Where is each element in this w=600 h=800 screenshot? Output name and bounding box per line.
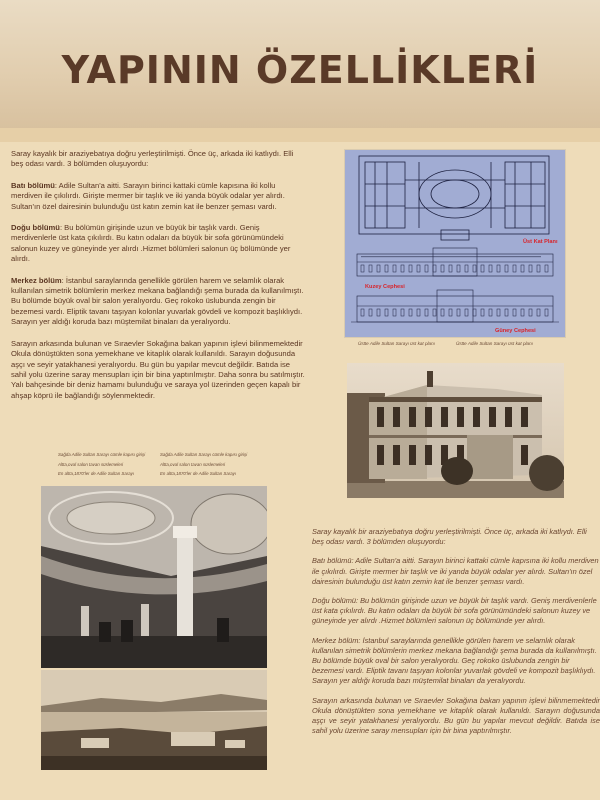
dogu-paragraph — [11, 223, 306, 265]
plan-label-south: Güney Cephesi — [495, 328, 536, 334]
caption-left-line-2: Altta,oval salon tavan süslemeleri — [58, 461, 124, 467]
history-paragraph: Sarayın arkasında bulunan ve Sıraevler Sokağına bakan yapının işlevi bilinmemektedir Okula dönüştükten sona yemekhane ve kitaplık olarak kullanıldı. Sarayın doğusunda aşçı ve seyir yatakhanesi yeralıyordu. Bu gün bu yapılar mevcut değildir. Batıda ise sahil yolu üzerine saray mensupları için bir bina yaptırılmıştır. Daha sonra bu satılmıştır. Yalı bahçesinde bir deniz hamamı bulunduğu ve saraya yol üzerinden geçen kapalı bir ahşap köprü ile bağlandığı söylenmektedir. — [11, 338, 305, 400]
bati-heading: Batı bölümü — [11, 180, 55, 190]
intro-paragraph: Saray kayalık bir araziyebatıya doğru yerleştirilmişti. Önce üç, arkada iki katlıydı. Elli beş odası vardı. 3 bölümden oluşuyordu: — [11, 149, 294, 169]
caption-right-line-1: Sağda Adile Sultan Sarayı cümle kapısı girişi — [160, 452, 248, 457]
floor-plan-drawing — [344, 149, 566, 338]
header-divider — [0, 128, 600, 142]
right-text-column — [312, 527, 600, 745]
right-paragraph-5: Sarayın arkasında bulunan ve Sıraevler Sokağına bakan yapının işlevi bilinmemektedir Okula dönüştükten sona yemekhane ve kitaplık olarak kullanıldı. Sarayın doğusunda aşçı ve seyir yatakhanesi yeralıyordu. Bu gün bu yapılar mevcut değildir. Batıda ise sahil yolu üzerine saray mensupları için bir bina yaptırılmıştır. — [312, 695, 600, 736]
merkez-text: : İstanbul saraylarında genellikle görülen harem ve selamlık olarak kullanılan simetrik bölümlerin merkez mekana bağlandığı şema burada da kullanılmıştı. Bu bölümde büyük oval bir salon yeralıyordu. Geç rokoko üslubunda zengin bir bezemesi vardı. Eliptik tavanı taşıyan kolonlar yuvarlak gövdeli ve kompozit başlıklıydı. Sarayın yer aldığı koruda bazı müştemilat binaları da yeralıyordu. — [11, 275, 304, 327]
photo-caption-left — [58, 450, 145, 479]
caption-left-line-3: En altta,1870'ler de Adile Sultan Sarayı — [58, 471, 135, 476]
merkez-heading: Merkez bölüm — [11, 275, 62, 285]
bati-text: : Adile Sultan'a aitti. Sarayın birinci kattaki cümle kapısına iki kollu merdiven ile çıkılırdı. Girişte mermer bir taşlık ve iki yanda büyük odalar yer alırdı. Sultan'ın özel dairesinin bulunduğu üst katın zemin kat ile benzer şeması vardı. — [11, 180, 285, 211]
bati-paragraph — [11, 181, 306, 212]
right-paragraph-4: Merkez bölüm: İstanbul saraylarında genellikle görülen harem ve selamlık olarak kullanılan simetrik bölümlerin merkez mekana bağlandığı şema burada da kullanılmıştı. Bu bölümde büyük oval bir salon yeralıyordu. Geç rokoko üslubunda zengin bir bezemesi vardı. Eliptik tavanı taşıyan kolonlar yuvarlak gövdeli ve kompozit başlıklıydı. Sarayın yer aldığı koruda bazı müştemilat binaları da yeralıyordu. — [312, 635, 597, 686]
shore-view-1870s-photo — [41, 670, 267, 770]
dogu-text: : Bu bölümün girişinde uzun ve büyük bir taşlık vardı. Geniş merdivenlerle üst kata çıkılırdı. Bu katın odaları da büyük bir sofa görünümündeki salonun kuzey ve güneyinde yer alırdı .Hizmet bölümleri salonun üç bölümünde yer alırdı. — [11, 223, 291, 264]
caption-right-line-3: En altta,1870'ler de Adile Sultan Sarayı — [160, 471, 237, 476]
page-title: YAPININ ÖZELLİKLERİ — [61, 48, 539, 92]
plan-label-north: Kuzey Cephesi — [365, 284, 405, 290]
plan-caption-right: Üstte Adile Sultan Sarayı üst kat planı — [456, 341, 533, 346]
caption-left-line-1: Sağda Adile Sultan Sarayı cümle kapısı girişi — [58, 452, 146, 457]
palace-photo — [347, 363, 564, 498]
dogu-heading: Doğu bölümü — [11, 223, 60, 233]
left-text-column — [11, 149, 306, 412]
merkez-paragraph — [11, 276, 306, 328]
right-paragraph-2: Batı bölümü: Adile Sultan'a aitti. Sarayın birinci kattaki cümle kapısına iki kollu merdiven ile çıkılırdı. Girişte mermer bir taşlık ve iki yanda büyük odalar yer alırdı. Sultan'ın özel dairesinin bulunduğu üst katın zemin kat ile benzer şeması vardı. — [312, 556, 599, 586]
oval-salon-ceiling-photo — [41, 486, 267, 668]
plan-label-upper: Üst Kat Planı — [523, 239, 558, 245]
photo-caption-right — [160, 450, 247, 479]
plan-caption-left: Üstte Adile Sultan Sarayı üst kat planı — [358, 341, 435, 346]
right-paragraph-3: Doğu bölümü: Bu bölümün girişinde uzun ve büyük bir taşlık vardı. Geniş merdivenlerle üst kata çıkılırdı. Bu katın odaları da büyük bir sofa görünümündeki salonun kuzey ve güneyinde yer alırdı .Hizmet bölümleri salonun üç bölümünde yer alırdı. — [312, 596, 597, 626]
right-paragraph-1: Saray kayalık bir araziyebatıya doğru yerleştirilmişti. Önce üç, arkada iki katlıydı. Elli beş odası vardı. 3 bölümden oluşuyordu: — [312, 527, 587, 547]
caption-right-line-2: Altta,oval salon tavan süslemeleri — [160, 461, 226, 467]
